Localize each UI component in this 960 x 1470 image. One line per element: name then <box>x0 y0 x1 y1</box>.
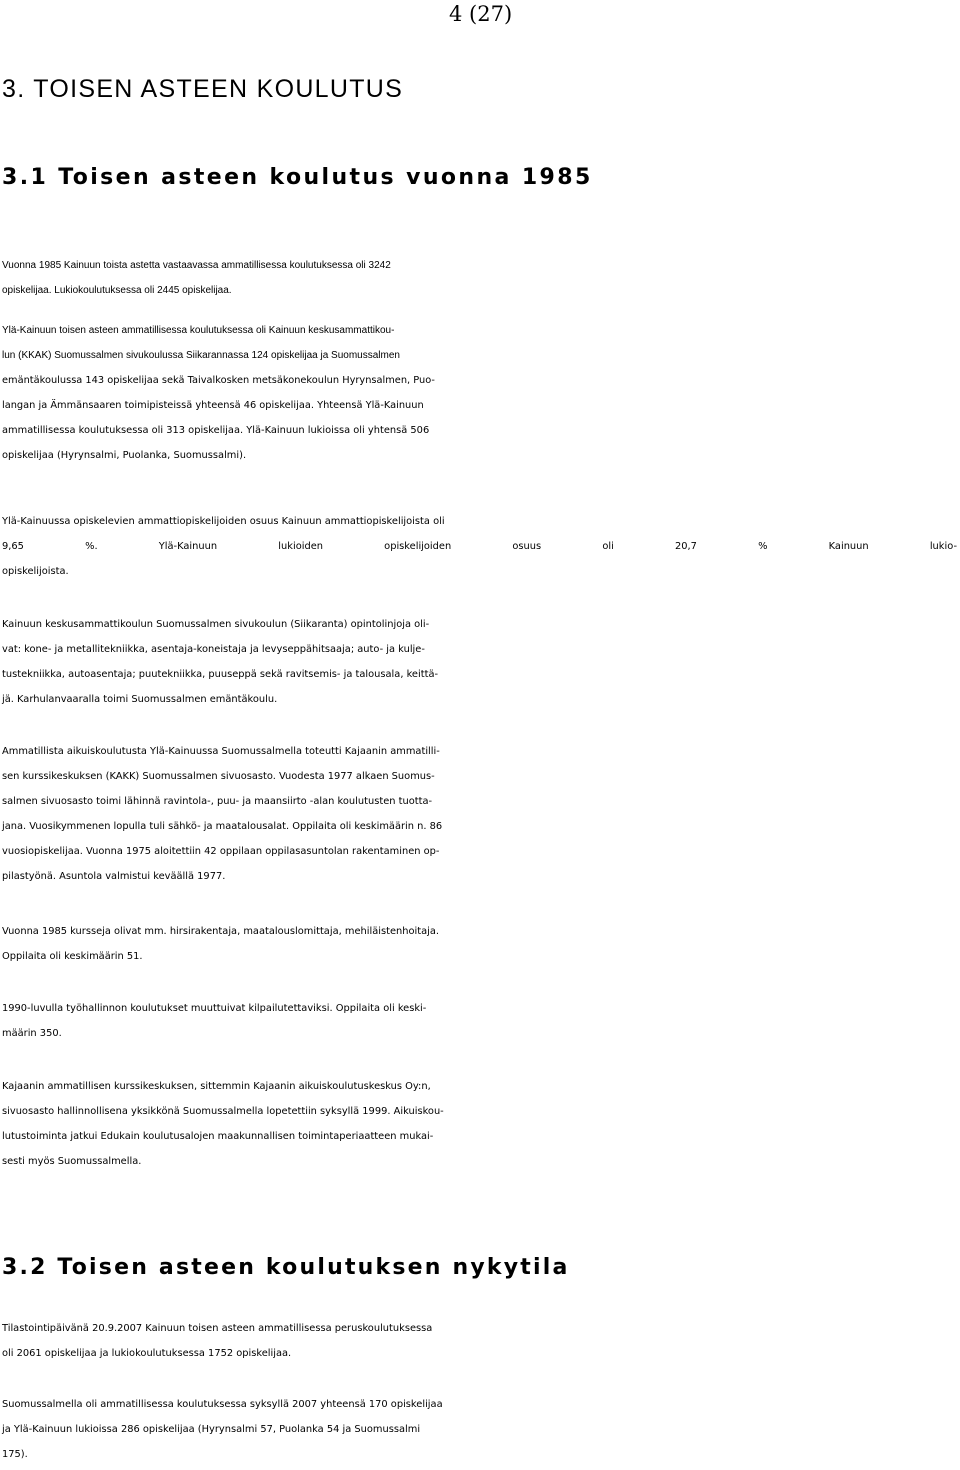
paragraph-3 <box>2 509 957 584</box>
chapter-heading: 3. TOISEN ASTEEN KOULUTUS <box>2 75 404 103</box>
paragraph-10 <box>2 1392 957 1467</box>
paragraph-line: Kajaanin ammatillisen kurssikeskuksen, sittemmin Kajaanin aikuiskoulutuskeskus Oy:n, <box>2 1081 431 1092</box>
paragraph-line: 175). <box>2 1449 28 1460</box>
paragraph-4 <box>2 612 957 712</box>
paragraph-line: Ylä-Kainuun toisen asteen ammatillisessa koulutuksessa oli Kainuun keskusammattikou- <box>2 325 395 336</box>
paragraph-line: jana. Vuosikymmenen lopulla tuli sähkö- ja maatalousalat. Oppilaita oli keskimäärin n. 86 <box>2 821 443 832</box>
paragraph-6 <box>2 919 957 969</box>
paragraph-line: emäntäkoulussa 143 opiskelijaa sekä Taivalkosken metsäkonekoulun Hyrynsalmen, Puo- <box>2 375 435 386</box>
paragraph-line: Oppilaita oli keskimäärin 51. <box>2 951 143 962</box>
paragraph-line: Kainuun keskusammattikoulun Suomussalmen sivukoulun (Siikaranta) opintolinjoja oli- <box>2 619 430 630</box>
paragraph-line: opiskelijaa (Hyrynsalmi, Puolanka, Suomussalmi). <box>2 450 247 461</box>
paragraph-line: Ammatillista aikuiskoulutusta Ylä-Kainuussa Suomussalmella toteutti Kajaanin ammatilli- <box>2 746 440 757</box>
paragraph-5 <box>2 739 957 889</box>
paragraph-line: ja Ylä-Kainuun lukioissa 286 opiskelijaa (Hyrynsalmi 57, Puolanka 54 ja Suomussalmi <box>2 1424 421 1435</box>
paragraph-line: Vuonna 1985 kursseja olivat mm. hirsirakentaja, maatalouslomittaja, mehiläistenhoitaja. <box>2 926 440 937</box>
paragraph-line: Ylä-Kainuussa opiskelevien ammattiopiskelijoiden osuus Kainuun ammattiopiskelijoista oli <box>2 516 445 527</box>
paragraph-2 <box>2 318 957 468</box>
paragraph-line: sen kurssikeskuksen (KAKK) Suomussalmen sivuosasto. Vuodesta 1977 alkaen Suomus- <box>2 771 435 782</box>
section-heading-3-2: 3.2 Toisen asteen koulutuksen nykytila <box>2 1255 570 1280</box>
paragraph-line: opiskelijaa. Lukiokoulutuksessa oli 2445 opiskelijaa. <box>2 285 232 296</box>
paragraph-line: oli 2061 opiskelijaa ja lukiokoulutuksessa 1752 opiskelijaa. <box>2 1348 292 1359</box>
paragraph-line: salmen sivuosasto toimi lähinnä ravintola-, puu- ja maansiirto -alan koulutusten tuotta- <box>2 796 433 807</box>
paragraph-line: lutustoiminta jatkui Edukain koulutusalojen maakunnallisen toimintaperiaatteen mukai- <box>2 1131 434 1142</box>
paragraph-7 <box>2 996 957 1046</box>
paragraph-line: lun (KKAK) Suomussalmen sivukoulussa Siikarannassa 124 opiskelijaa ja Suomussalmen <box>2 350 400 361</box>
paragraph-line: pilastyönä. Asuntola valmistui keväällä 1977. <box>2 871 226 882</box>
paragraph-line: Vuonna 1985 Kainuun toista astetta vastaavassa ammatillisessa koulutuksessa oli 3242 <box>2 260 391 271</box>
paragraph-8 <box>2 1074 957 1174</box>
paragraph-line: sesti myös Suomussalmella. <box>2 1156 142 1167</box>
paragraph-line: langan ja Ämmänsaaren toimipisteissä yhteensä 46 opiskelijaa. Yhteensä Ylä-Kainuun <box>2 400 424 411</box>
paragraph-line: vuosiopiskelijaa. Vuonna 1975 aloitettiin 42 oppilaan oppilasasuntolan rakentaminen op- <box>2 846 440 857</box>
paragraph-line: 1990-luvulla työhallinnon koulutukset muuttuivat kilpailutettaviksi. Oppilaita oli keski- <box>2 1003 427 1014</box>
paragraph-line: 9,65 %. Ylä-Kainuun lukioiden opiskelijoiden osuus oli 20,7 % Kainuun lukio- <box>2 541 957 552</box>
page-number: 4 (27) <box>449 2 513 26</box>
paragraph-1 <box>2 253 957 303</box>
paragraph-line: vat: kone- ja metallitekniikka, asentaja-koneistaja ja levyseppähitsaaja; auto- ja kulje- <box>2 644 425 655</box>
paragraph-line: Suomussalmella oli ammatillisessa koulutuksessa syksyllä 2007 yhteensä 170 opiskelijaa <box>2 1399 443 1410</box>
section-heading-3-1: 3.1 Toisen asteen koulutus vuonna 1985 <box>2 165 593 190</box>
paragraph-line: jä. Karhulanvaaralla toimi Suomussalmen emäntäkoulu. <box>2 694 278 705</box>
paragraph-line: ammatillisessa koulutuksessa oli 313 opiskelijaa. Ylä-Kainuun lukioissa oli yhtensä 506 <box>2 425 430 436</box>
paragraph-9 <box>2 1316 957 1366</box>
paragraph-line: tustekniikka, autoasentaja; puutekniikka, puuseppä sekä ravitsemis- ja talousala, keittä- <box>2 669 439 680</box>
paragraph-line: opiskelijoista. <box>2 566 69 577</box>
paragraph-line: Tilastointipäivänä 20.9.2007 Kainuun toisen asteen ammatillisessa peruskoulutuksessa <box>2 1323 433 1334</box>
paragraph-line: määrin 350. <box>2 1028 62 1039</box>
paragraph-line: sivuosasto hallinnollisena yksikkönä Suomussalmella lopetettiin syksyllä 1999. Aikuiskou- <box>2 1106 444 1117</box>
